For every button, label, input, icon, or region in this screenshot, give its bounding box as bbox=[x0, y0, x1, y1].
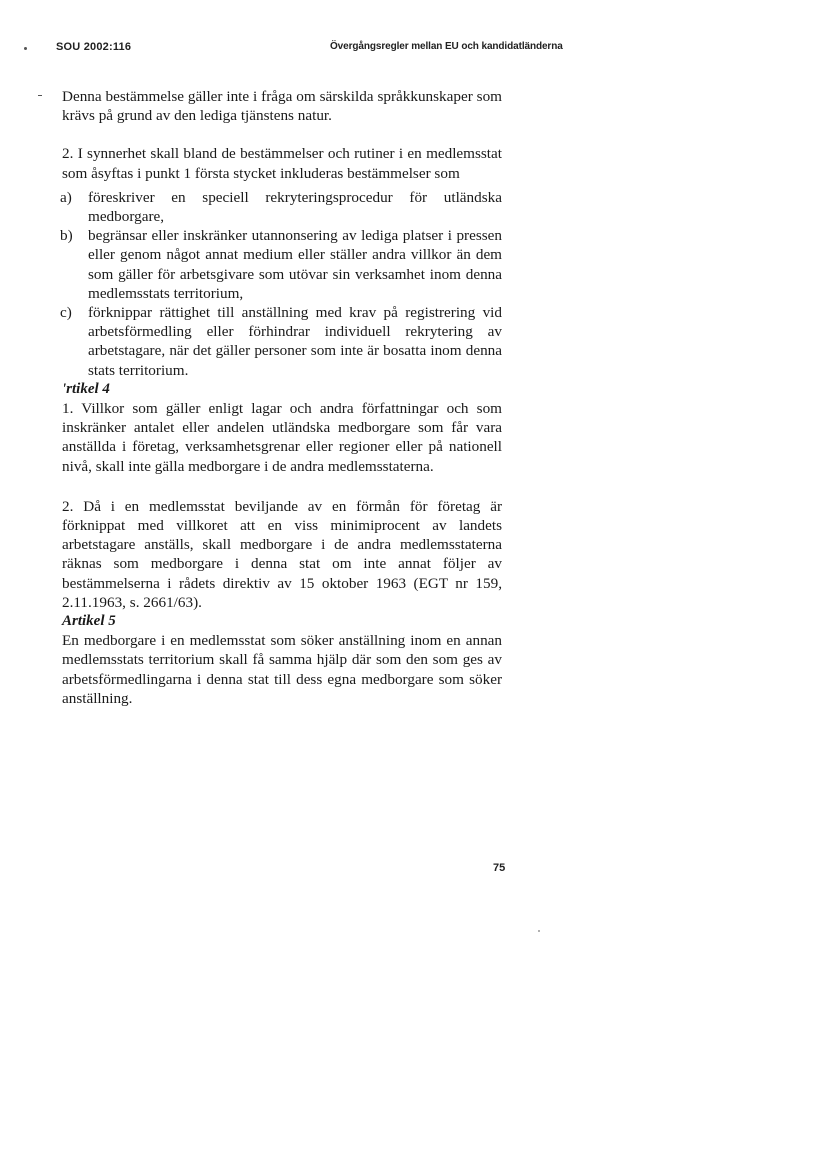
list-item-text: begränsar eller inskränker utannonsering av lediga platser i pressen eller genom något annat medium eller ställer andra villkor än dem som gäller för arbetsgivare som utövar sin verksamhet inom denna medlemsstats territorium, bbox=[88, 227, 502, 302]
scan-speck bbox=[538, 930, 540, 932]
paragraph-2: 2. I synnerhet skall bland de bestämmelser och rutiner i en medlemsstat som åsyftas i punkt 1 första stycket inkluderas bestämmelser som bbox=[62, 145, 502, 182]
body-text bbox=[62, 87, 502, 708]
running-header bbox=[40, 41, 585, 55]
list-item bbox=[62, 188, 502, 226]
report-title: Övergångsregler mellan EU och kandidatländerna bbox=[330, 41, 563, 52]
article-4-paragraph-2: 2. Då i en medlemsstat beviljande av en förmån för företag är förknippat med villkoret att en viss minimiprocent av landets arbetstagare anställs, skall medborgare i de andra medlemsstaterna räknas som medborgare i denna stat om inte annat följer av bestämmelserna i rådets direktiv av 15 oktober 1963 (EGT nr 159, 2.11.1963, s. 2661/63). bbox=[62, 497, 502, 611]
list-marker: b) bbox=[60, 227, 73, 245]
report-number: SOU 2002:116 bbox=[56, 41, 132, 53]
provision-list bbox=[62, 188, 502, 380]
scan-speck bbox=[24, 47, 27, 50]
article-5-paragraph-1: En medborgare i en medlemsstat som söker anställning inom en annan medlemsstats territorium skall få samma hjälp där som den som ges av arbetsförmedlingarna i denna stat till dess egna medborgare som söker anställning. bbox=[62, 632, 502, 707]
scan-speck bbox=[38, 95, 42, 96]
intro-paragraph: Denna bestämmelse gäller inte i fråga om särskilda språkkunskaper som krävs på grund av den lediga tjänstens natur. bbox=[62, 88, 502, 125]
page-number: 75 bbox=[493, 862, 506, 874]
list-item bbox=[62, 226, 502, 303]
list-item-text: föreskriver en speciell rekryteringsprocedur för utländska medborgare, bbox=[88, 188, 502, 226]
list-marker: a) bbox=[60, 188, 72, 206]
article-4-heading: 'rtikel 4 bbox=[62, 380, 110, 397]
article-4-paragraph-1: 1. Villkor som gäller enligt lagar och andra författningar och som inskränker antalet eller andelen utländska medborgare som får vara anställda i företag, verksamhetsgrenar eller regioner eller på nationell nivå, skall inte gälla medborgare i de andra medlemsstaterna. bbox=[62, 400, 502, 475]
list-marker: c) bbox=[60, 304, 72, 322]
list-item bbox=[62, 303, 502, 380]
list-item-text: förknippar rättighet till anställning med krav på registrering vid arbetsförmedling eller förhindrar individuell rekrytering av arbetstagare, när det gäller personer som inte är bosatta inom denna stats territorium. bbox=[88, 304, 502, 379]
article-5-heading: Artikel 5 bbox=[62, 613, 116, 630]
